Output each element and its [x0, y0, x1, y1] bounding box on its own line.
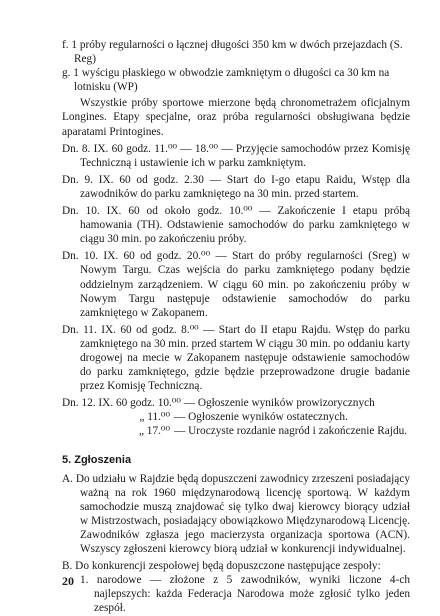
intro-paragraph: Wszystkie próby sportowe mierzone będą chronometrażem oficjalnym Longines. Etapy specjalne, oraz próba regularności obsługiwana będzie aparatami Printogines.: [62, 97, 410, 138]
page-number: 20: [62, 574, 74, 588]
schedule-entry: Dn. 9. IX. 60 od godz. 2.30 — Start do I-go etapu Raidu, Wstęp dla zawodników do parku zamkniętego na 30 min. przed startem.: [62, 173, 410, 200]
schedule-entry: Dn. 8. IX. 60 godz. 11.⁰⁰ — 18.⁰⁰ — Przyjęcie samochodów przez Komisję Techniczną i ustawienie ich w parku zamkniętym.: [62, 142, 410, 169]
schedule-subentry-text: — Uroczyste rozdanie nagród i zakończenie Rajdu.: [174, 425, 408, 438]
list-item-g: g. 1 wyścigu płaskiego w obwodzie zamkniętym o długości ca 30 km na lotnisku (WP): [62, 67, 390, 94]
section-title: 5. Zgłoszenia: [62, 453, 132, 466]
section-paragraph-b: B. Do konkurencji zespołowej będą dopuszczone następujące zespoły:: [62, 560, 381, 573]
schedule-entry: Dn. 10. IX. 60 od około godz. 10.⁰⁰ — Zakończenie I etapu próbą hamowania (TH). Odstawienie samochodów do parku zamkniętego w ciągu 30 min. po zakończeniu próby.: [62, 205, 410, 246]
schedule-subentry-time: „ 11.⁰⁰: [139, 411, 170, 424]
schedule-subentry-time: „ 17.⁰⁰: [138, 425, 170, 438]
section-paragraph-b1: 1. narodowe — złożone z 5 zawodników, wyniki liczone 4-ch najlepszych: każda Federacja Narodowa może zgłosić tylko jeden zespół.: [80, 574, 410, 615]
list-item-f: f. 1 próby regularności o łącznej długości 350 km w dwóch przejazdach (S. Reg): [62, 39, 403, 66]
schedule-day-12-rows: [62, 410, 410, 438]
schedule-entry: Dn. 10. IX. 60 od godz. 20.⁰⁰ — Start do próby regularności (Sreg) w Nowym Targu. Czas wejścia do parku zamkniętego podany będzie oddzielnym zarządzeniem. W ciągu 60 min. po zakończeniu próby w Nowym Targu następuje odstawienie samochodów do parku zamkniętego w Zakopanem.: [62, 250, 410, 319]
schedule-entry: Dn. 11. IX. 60 od godz. 8.⁰⁰ — Start do II etapu Rajdu. Wstęp do parku zamkniętego na 30 min. przed startem W ciągu 30 min. po oddaniu karty drogowej na mecie w Zakopanem następuje odstawienie samochodów do parku zamkniętego, gdzie będzie przeprowadzone drugie badanie przez Komisję Techniczną.: [62, 323, 410, 393]
schedule-day-12-lead: Dn. 12. IX. 60 godz. 10.⁰⁰ — Ogłoszenie wyników prowizorycznych: [62, 397, 375, 410]
schedule-day-12: [62, 396, 410, 438]
schedule-subentry: [62, 424, 410, 438]
schedule-subentry: [62, 410, 410, 424]
schedule-subentry-text: — Ogłoszenie wyników ostatecznych.: [174, 411, 348, 424]
section-paragraph-a: A. Do udziału w Rajdzie będą dopuszczeni zawodnicy zrzeszeni posiadający ważną na rok 1960 międzynarodową licencję sportową. W każdym samochodzie muszą znajdować się tylko dwaj kierowcy biorący udział w Mistrzostwach, posiadający obowiązkowo Międzynarodową Licencję. Zawodników zgłasza jego macierzysta organizacja sportowa (ACN). Wszyscy zgłoszeni kierowcy biorą udział w konkurencji indywidualnej.: [62, 472, 410, 556]
schedule-list: [62, 142, 410, 394]
